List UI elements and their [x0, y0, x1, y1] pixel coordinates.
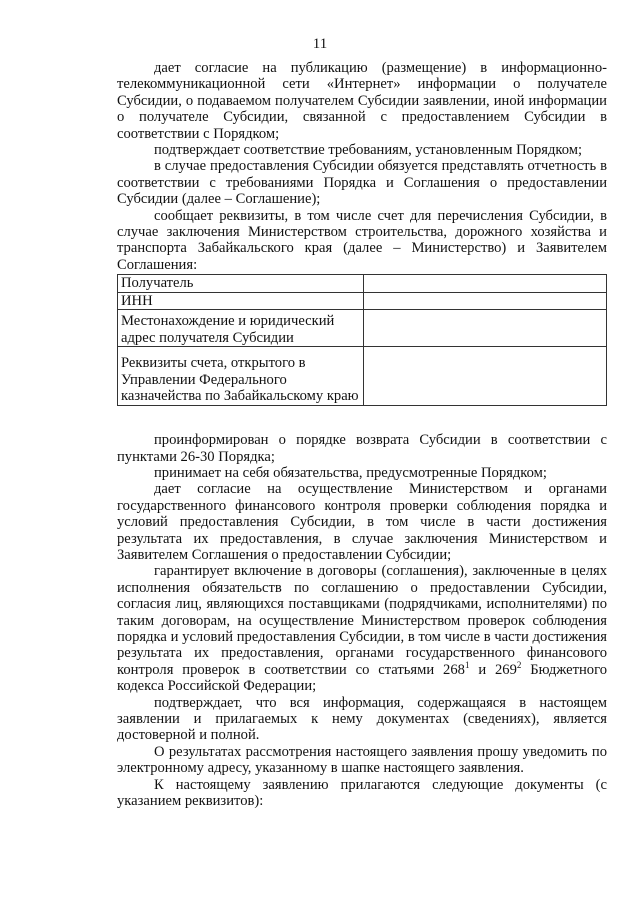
table-cell-value [364, 347, 607, 406]
paragraph-reporting-obligation: в случае предоставления Субсидии обязуется представлять отчетность в соответствии с требованиями Порядка и Соглашения о предоставлении Субсидии (далее – Соглашение); [117, 158, 607, 208]
table-row [118, 310, 607, 347]
requisites-table [117, 274, 607, 406]
paragraph-guarantee [117, 563, 607, 694]
paragraph-attachments-intro: К настоящему заявлению прилагаются следующие документы (с указанием реквизитов): [117, 776, 607, 810]
page-number: 11 [312, 36, 328, 52]
paragraph-accepts-obligations: принимает на себя обязательства, предусмотренные Порядком; [154, 464, 547, 481]
paragraph-requisites-intro: сообщает реквизиты, в том числе счет для перечисления Субсидии, в случае заключения Министерством строительства, дорожного хозяйства и транспорта Забайкальского края (далее – Министерство) и Заявителем Соглашения: [117, 207, 607, 273]
table-cell-label: ИНН [118, 292, 364, 309]
document-body [117, 60, 607, 809]
article-superscript: 1 [464, 659, 470, 670]
table-cell-value [364, 275, 607, 292]
table-row [118, 347, 607, 406]
table-cell-label: Местонахождение и юридический адрес получателя Субсидии [118, 310, 364, 347]
paragraph-notification: О результатах рассмотрения настоящего заявления прошу уведомить по электронному адресу, указанному в шапке настоящего заявления. [117, 743, 607, 777]
table-cell-label: Реквизиты счета, открытого в Управлении Федерального казначейства по Забайкальскому краю [118, 347, 364, 406]
guarantee-text: Бюджетного кодекса Российской Федерации; [117, 661, 608, 695]
guarantee-text: гарантирует включение в договоры (соглашения), заключенные в целях исполнения обязательств по соглашению о предоставлении Субсидии, согласия лиц, являющихся поставщиками (подрядчиками, исполнителями) по таким договорам, на осуществление Министерством проверок соблюдения порядка и условий предоставления Субсидии, в том числе в части достижения результата их предоставления, органами государственного финансового контроля проверок в соответствии со статьями 268 [117, 563, 607, 678]
table-cell-label: Получатель [118, 275, 364, 292]
article-superscript: 2 [516, 659, 522, 670]
paragraph-refund-informed: проинформирован о порядке возврата Субсидии в соответствии с пунктами 26-30 Порядка; [117, 432, 607, 465]
table-cell-value [364, 292, 607, 309]
table-cell-value [364, 310, 607, 347]
paragraph-consent-publication: дает согласие на публикацию (размещение) в информационно-телекоммуникационной сети «Интернет» информации о получателе Субсидии, о подаваемом получателем Субсидии заявлении, иной информации о получателе Субсидии, связанной с предоставлением Субсидии в соответствии с Порядком; [117, 60, 607, 142]
table-row [118, 292, 607, 309]
table-row [118, 275, 607, 292]
paragraph-info-reliable: подтверждает, что вся информация, содержащаяся в настоящем заявлении и прилагаемых к нему документах (сведениях), является достоверной и полной. [117, 694, 607, 744]
paragraph-confirms-requirements: подтверждает соответствие требованиям, установленным Порядком; [154, 142, 583, 159]
paragraph-consent-inspection: дает согласие на осуществление Министерством и органами государственного финансового контроля проверки соблюдения порядка и условий предоставления Субсидии, в том числе в части достижения результата их предоставления, в случае заключения Министерством и Заявителем Соглашения о предоставлении Субсидии; [117, 481, 607, 563]
guarantee-text: и 269 [469, 661, 517, 678]
